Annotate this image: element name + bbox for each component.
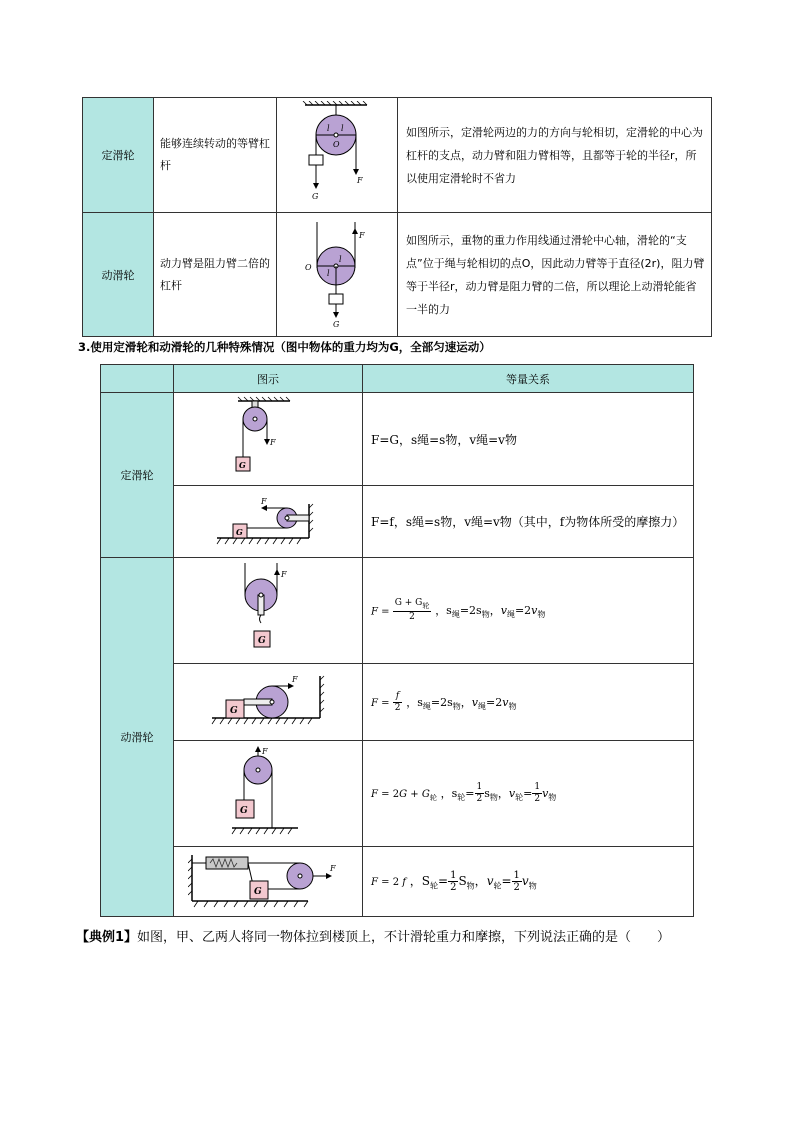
explanation-cell: 如图所示，定滑轮两边的力的方向与轮相切，定滑轮的中心为杠杆的支点，动力臂和阻力臂相等，且都等于轮的半径r，所以使用定滑轮时不省力 xyxy=(398,98,712,213)
movable-pulley-lever-diagram xyxy=(297,218,377,328)
example-question xyxy=(76,926,670,945)
diagram-cell xyxy=(174,847,363,917)
svg-text:G: G xyxy=(239,460,246,470)
svg-text:F: F xyxy=(261,496,267,506)
svg-text:O: O xyxy=(305,262,312,272)
relation-cell: F = 2 f ，$S_轮=$ $\frac{1}{2}$ $S_物$，$v_轮=$ $\frac{1}{2}$ $v_物$ xyxy=(363,847,694,917)
svg-text:G: G xyxy=(312,192,319,201)
svg-text:G: G xyxy=(240,805,248,816)
relation-cell: F = $\frac{f}{2}$ ，$s_绳=2s_物$，$v_绳=2v_物$ xyxy=(363,664,694,741)
svg-text:F: F xyxy=(359,230,365,240)
table-row xyxy=(83,98,712,213)
svg-text:G: G xyxy=(230,706,238,716)
diagram-cell xyxy=(277,213,398,337)
diagram-cell xyxy=(174,486,363,558)
svg-text:O: O xyxy=(333,140,340,149)
diagram-cell xyxy=(174,741,363,847)
svg-text:l: l xyxy=(339,254,342,264)
svg-text:F: F xyxy=(270,438,276,447)
group-label-movable: 动滑轮 xyxy=(101,558,174,917)
explanation-cell: 如图所示，重物的重力作用线通过滑轮中心轴，滑轮的“支点”位于绳与轮相切的点O，因此动力臂等于直径(2r)，阻力臂等于半径r，动力臂是阻力臂的二倍，所以理论上动滑轮能省一半的力 xyxy=(398,213,712,337)
svg-text:F: F xyxy=(281,569,287,579)
table-row xyxy=(101,558,694,664)
table-row xyxy=(101,664,694,741)
svg-text:l: l xyxy=(327,268,330,278)
svg-text:G: G xyxy=(236,526,243,537)
svg-text:G: G xyxy=(254,886,262,897)
spring-scale-pulley-diagram xyxy=(188,849,348,911)
header-relation: 等量关系 xyxy=(363,365,694,393)
svg-text:l: l xyxy=(341,124,344,133)
svg-text:l: l xyxy=(327,124,330,133)
movable-pulley-hanging-diagram xyxy=(233,559,303,659)
relation-cell: F=f，s绳=s物，v绳=v物（其中，f为物体所受的摩擦力） xyxy=(363,486,694,558)
section-title: 3.使用定滑轮和动滑轮的几种特殊情况（图中物体的重力均为G，全部匀速运动） xyxy=(78,340,491,354)
essence-cell: 动力臂是阻力臂二倍的杠杆 xyxy=(154,213,277,337)
special-cases-table xyxy=(100,364,694,917)
table-row xyxy=(83,213,712,337)
svg-text:F: F xyxy=(357,176,363,185)
table-row xyxy=(101,486,694,558)
fixed-pulley-horizontal-diagram xyxy=(213,490,323,550)
svg-text:G: G xyxy=(258,635,266,646)
table-row xyxy=(101,393,694,486)
svg-text:F: F xyxy=(262,746,268,756)
table-row xyxy=(101,741,694,847)
diagram-cell xyxy=(174,393,363,486)
example-text: 如图，甲、乙两人将同一物体拉到楼顶上，不计滑轮重力和摩擦，下列说法正确的是（ ） xyxy=(137,930,671,945)
diagram-cell xyxy=(174,558,363,664)
header-empty xyxy=(101,365,174,393)
fixed-pulley-hanging-diagram xyxy=(228,395,308,479)
row-label-movable: 动滑轮 xyxy=(83,213,154,337)
group-label-fixed: 定滑轮 xyxy=(101,393,174,558)
svg-text:F: F xyxy=(330,863,336,873)
svg-text:F: F xyxy=(292,675,298,684)
diagram-cell xyxy=(174,664,363,741)
movable-pulley-horizontal-diagram xyxy=(208,668,328,732)
example-label: 【典例1】 xyxy=(76,930,138,945)
row-label-fixed: 定滑轮 xyxy=(83,98,154,213)
essence-cell: 能够连续转动的等臂杠杆 xyxy=(154,98,277,213)
svg-text:G: G xyxy=(333,319,340,328)
fixed-pulley-lever-diagram xyxy=(297,101,377,205)
relation-cell: $F = 2G + G_轮$ ，$s_轮=$ $\frac{1}{2}$ $s_物$，$v_轮=$ $\frac{1}{2}$ $v_物$ xyxy=(363,741,694,847)
inverted-movable-pulley-diagram xyxy=(228,742,308,842)
pulley-comparison-table xyxy=(82,97,712,337)
relation-cell: F = $\frac{G + G_轮}{2}$ ，$s_绳=2s_物$，$v_绳=2v_物$ xyxy=(363,558,694,664)
table-header-row xyxy=(101,365,694,393)
relation-cell: F=G，s绳=s物，v绳=v物 xyxy=(363,393,694,486)
table-row xyxy=(101,847,694,917)
diagram-cell xyxy=(277,98,398,213)
header-diagram: 图示 xyxy=(174,365,363,393)
